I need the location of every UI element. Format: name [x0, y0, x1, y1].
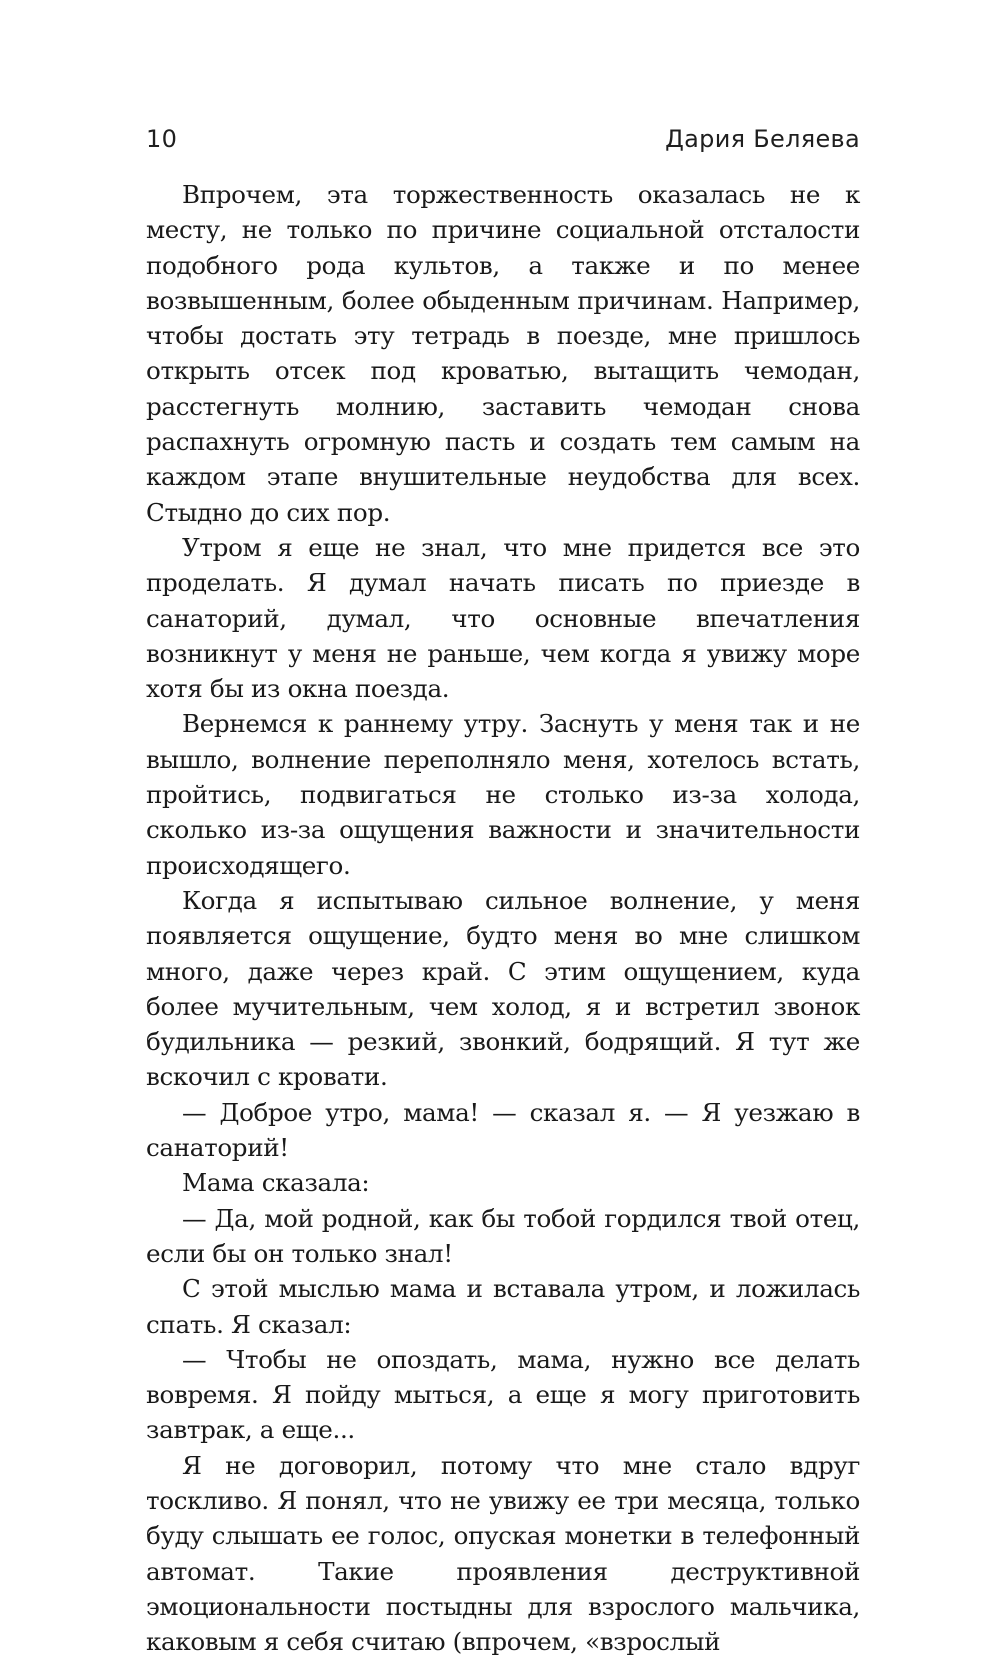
paragraph: Впрочем, эта торжественность оказалась не к месту, не только по причине социальной отсталости подобного рода культов, а также и по менее возвышенным, более обыденным причинам. Например, чтобы достать эту тетрадь в поезде, мне пришлось открыть отсек под кроватью, вытащить чемодан, расстегнуть молнию, заставить чемодан снова распахнуть огромную пасть и создать тем самым на каждом этапе внушительные неудобства для всех. Стыдно до сих пор. — [146, 180, 860, 527]
paragraph: Когда я испытываю сильное волнение, у меня появляется ощущение, будто меня во мне слишком много, даже через край. С этим ощущением, куда более мучительным, чем холод, я и встретил звонок будильника — резкий, звонкий, бодрящий. Я тут же вскочил с кровати. — [146, 885, 860, 1092]
dialogue-line: — Доброе утро, мама! — сказал я. — Я уезжаю в санаторий! — [146, 1097, 860, 1163]
dialogue-line: — Да, мой родной, как бы тобой гордился твой отец, если бы он только знал! — [146, 1203, 860, 1268]
dialogue-line: — Чтобы не опоздать, мама, нужно все делать вовремя. Я пойду мыться, а еще я могу приготовить завтрак, а еще... — [146, 1344, 860, 1445]
paragraph: Мама сказала: — [182, 1168, 370, 1198]
paragraph: Я не договорил, потому что мне стало вдруг тоскливо. Я понял, что не увижу ее три месяца, только буду слышать ее голос, опуская монетки в телефонный автомат. Такие проявления деструктивной эмоциональности постыдны для взрослого мальчика, каковым я себя считаю (впрочем, «взрослый — [146, 1450, 860, 1657]
running-header — [146, 125, 860, 161]
paragraph: Вернемся к раннему утру. Заснуть у меня так и не вышло, волнение переполняло меня, хотелось встать, пройтись, подвигаться не столько из-за холода, сколько из-за ощущения важности и значительности происходящего. — [146, 709, 860, 880]
page-number: 10 — [146, 125, 178, 153]
body-text — [146, 177, 860, 1659]
paragraph: Утром я еще не знал, что мне придется все это проделать. Я думал начать писать по приезде в санаторий, думал, что основные впечатления возникнут у меня не раньше, чем когда я увижу море хотя бы из окна поезда. — [146, 532, 860, 704]
author-name: Дария Беляева — [665, 125, 860, 153]
book-page — [146, 125, 860, 1659]
paragraph: С этой мыслью мама и вставала утром, и ложилась спать. Я сказал: — [146, 1274, 860, 1339]
